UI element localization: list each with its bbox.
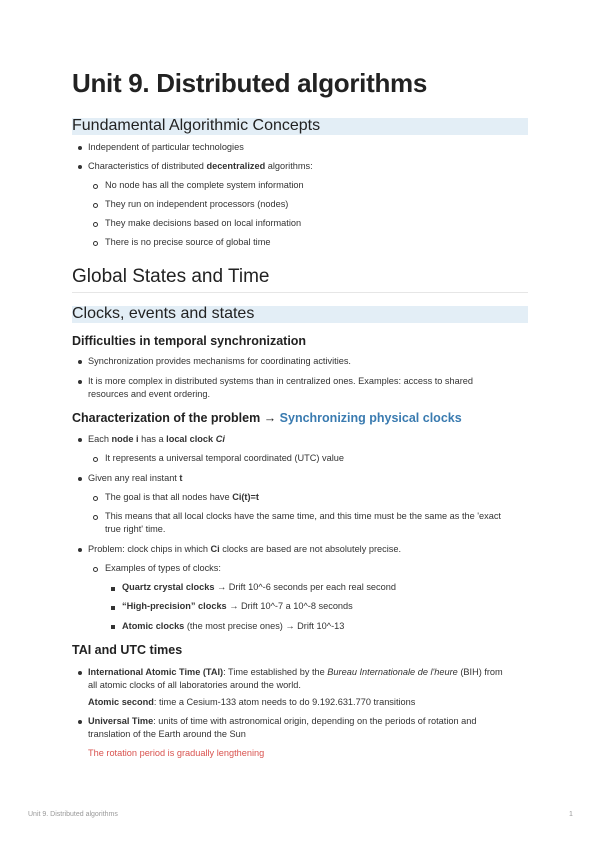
page-title: Unit 9. Distributed algorithms [72, 68, 428, 98]
section-heading-fundamental: Fundamental Algorithmic Concepts [72, 117, 321, 134]
square-bullet-icon [111, 606, 115, 610]
square-bullet-icon [111, 625, 115, 629]
synchronizing-link[interactable]: Synchronizing physical clocks [279, 411, 462, 425]
list-item: Quartz crystal clocks → Drift 10^-6 seconds per each real second [122, 582, 396, 592]
list-item: “High-precision” clocks → Drift 10^-7 a 10^-8 seconds [122, 601, 353, 611]
bullet-icon [78, 380, 82, 384]
circle-bullet-icon [93, 222, 98, 227]
list-item: Universal Time: units of time with astronomical origin, depending on the periods of rotation and [88, 716, 477, 726]
circle-bullet-icon [93, 184, 98, 189]
bullet-icon [78, 146, 82, 150]
page-number: 1 [569, 811, 573, 818]
section-heading-clocks: Clocks, events and states [72, 305, 255, 322]
circle-bullet-icon [93, 457, 98, 462]
list-item: Atomic clocks (the most precise ones) → Drift 10^-13 [122, 621, 345, 631]
list-item-continuation: resources and event ordering. [88, 389, 211, 399]
list-item: No node has all the complete system information [105, 180, 304, 190]
bullet-icon [78, 477, 82, 481]
list-item: Each node i has a local clock Ci [88, 434, 225, 444]
bullet-icon [78, 360, 82, 364]
list-item: Examples of types of clocks: [105, 563, 221, 573]
divider [72, 292, 528, 293]
list-item: It represents a universal temporal coordinated (UTC) value [105, 453, 344, 463]
list-item: Given any real instant t [88, 473, 183, 483]
bullet-icon [78, 720, 82, 724]
circle-bullet-icon [93, 241, 98, 246]
list-item: They run on independent processors (nodes) [105, 199, 289, 209]
list-item: International Atomic Time (TAI): Time established by the Bureau Internationale de l'heure (BIH) from [88, 667, 503, 677]
circle-bullet-icon [93, 203, 98, 208]
subheading-tai: TAI and UTC times [72, 643, 183, 657]
section-heading-global: Global States and Time [72, 266, 270, 287]
bullet-icon [78, 548, 82, 552]
list-item-continuation: all atomic clocks of all laboratories around the world. [88, 680, 301, 690]
circle-bullet-icon [93, 567, 98, 572]
list-item: The goal is that all nodes have Ci(t)=t [105, 492, 259, 502]
list-item: Synchronization provides mechanisms for coordinating activities. [88, 356, 351, 366]
list-item: They make decisions based on local information [105, 218, 302, 228]
list-item: There is no precise source of global time [105, 237, 271, 247]
list-item: Independent of particular technologies [88, 142, 244, 152]
circle-bullet-icon [93, 515, 98, 520]
highlighted-note: The rotation period is gradually lengthening [88, 748, 265, 758]
subheading-difficulties: Difficulties in temporal synchronization [72, 334, 307, 348]
list-item: It is more complex in distributed systems than in centralized ones. Examples: access to shared [88, 376, 474, 386]
subheading-characterization: Characterization of the problem → Synchronizing physical clocks [72, 411, 462, 425]
paragraph: Atomic second: time a Cesium-133 atom needs to do 9.192.631.770 transitions [88, 697, 416, 707]
square-bullet-icon [111, 587, 115, 591]
list-item: This means that all local clocks have the same time, and this time must be the same as the 'exact [105, 511, 501, 521]
list-item-continuation: true right' time. [105, 524, 166, 534]
circle-bullet-icon [93, 496, 98, 501]
footer-title: Unit 9. Distributed algorithms [28, 811, 118, 818]
bullet-icon [78, 438, 82, 442]
list-item: Characteristics of distributed decentralized algorithms: [88, 161, 313, 171]
list-item-continuation: translation of the Earth around the Sun [88, 729, 246, 739]
list-item: Problem: clock chips in which Ci clocks are based are not absolutely precise. [88, 544, 402, 554]
bullet-icon [78, 671, 82, 675]
bullet-icon [78, 165, 82, 169]
